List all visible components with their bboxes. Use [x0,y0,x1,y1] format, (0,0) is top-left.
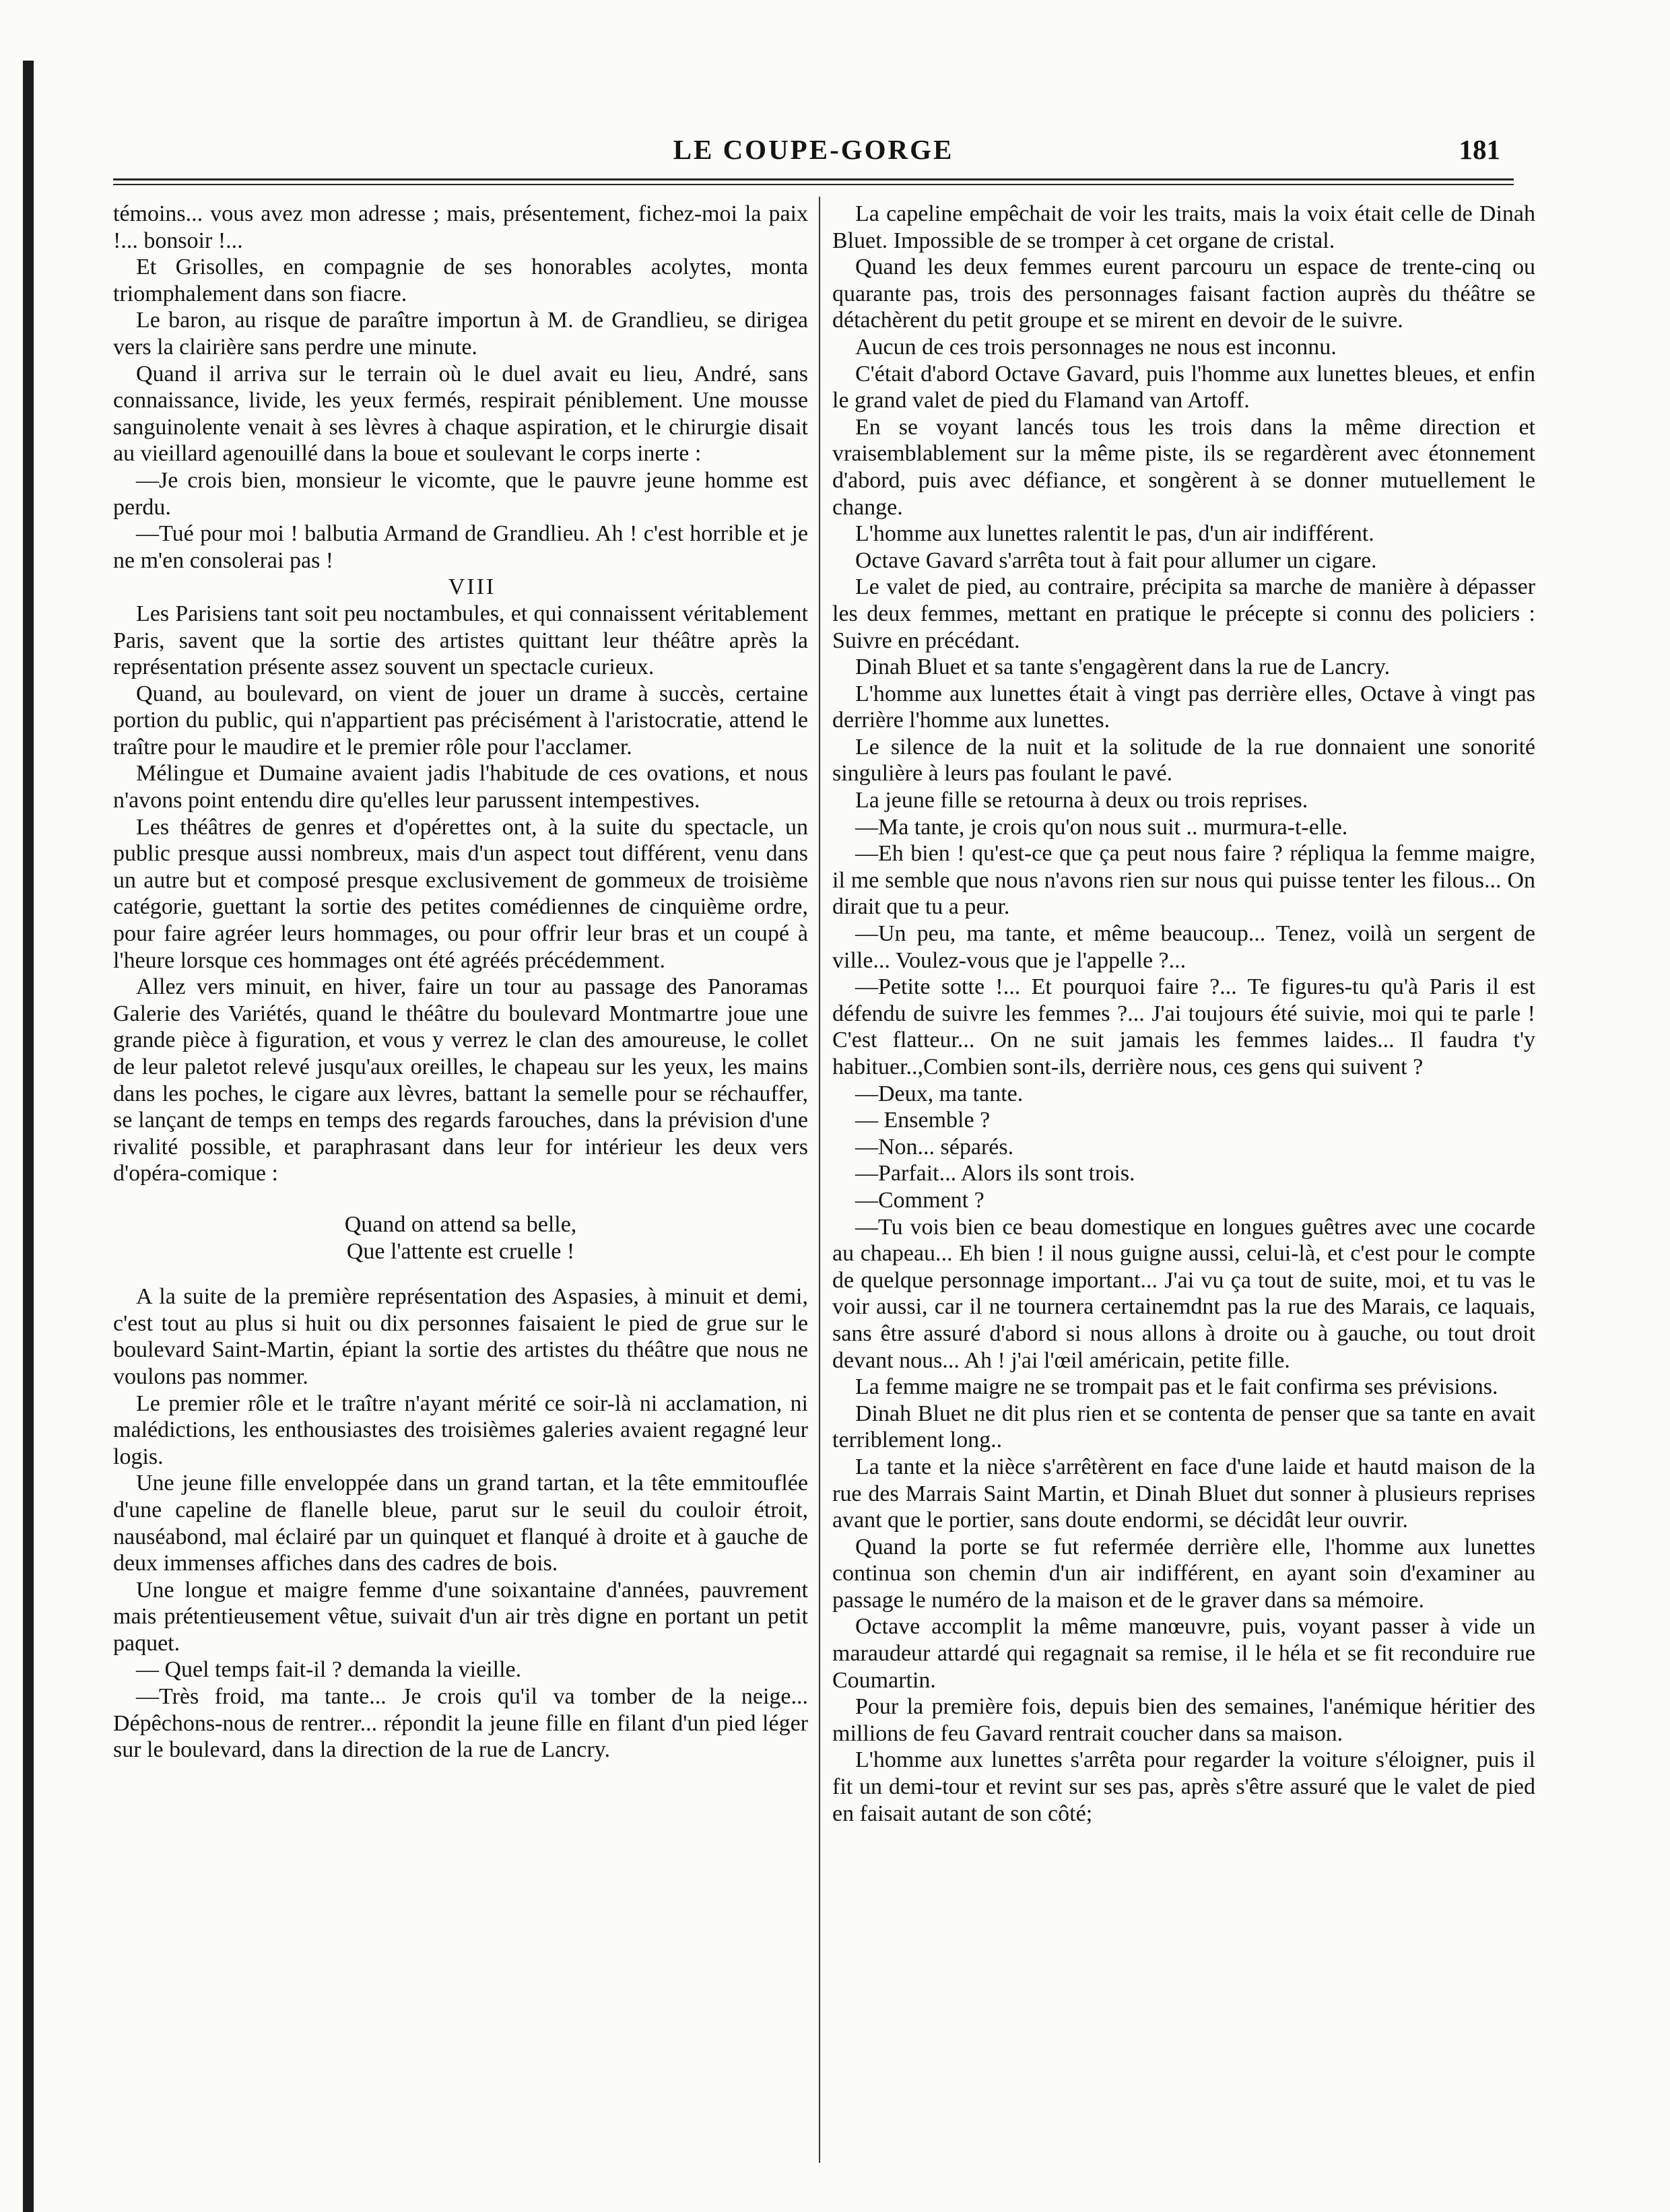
paragraph: A la suite de la première représentation des Aspasies, à minuit et demi, c'est tout au plus si huit ou dix personnes faisaient le pied de grue sur le boulevard Saint-Martin, épiant la sortie des artistes du théâtre que nous ne voulons pas nommer. [113,1284,808,1389]
paragraph: Dinah Bluet et sa tante s'engagèrent dans la rue de Lancry. [855,655,1391,680]
paragraph: —Très froid, ma tante... Je crois qu'il va tomber de la neige... Dépêchons-nous de rentrer... répondit la jeune fille en filant d'un pied léger sur le boulevard, dans la direction de la rue de Lancry. [113,1684,808,1763]
right-column [832,201,1535,1827]
paragraph: —Je crois bien, monsieur le vicomte, que le pauvre jeune homme est perdu. [113,467,808,520]
paragraph: — Quel temps fait-il ? demanda la vieille. [136,1657,522,1683]
paragraph: Allez vers minuit, en hiver, faire un tour au passage des Panoramas Galerie des Variétés, quand le théâtre du boulevard Montmartre joue une grande pièce à figuration, et vous y verrez le clan des amoureuse, le collet de leur paletot relevé jusqu'aux oreilles, le chapeau sur les yeux, les mains dans les poches, le cigare aux lèvres, battant la semelle pour se réchauffer, se lançant de temps en temps des regards farouches, dans la prévision d'une rivalité possible, et paraphrasant dans leur for intérieur les deux vers d'opéra-comique : [113,974,808,1186]
paragraph: Une longue et maigre femme d'une soixantaine d'années, pauvrement mais prétentieusement vêtue, suivait d'un air très digne en portant un petit paquet. [113,1577,808,1656]
paragraph: Le premier rôle et le traître n'ayant mérité ce soir-là ni acclamation, ni malédictions, les enthousiastes des troisièmes galeries avaient regagné leur logis. [113,1390,808,1469]
verse-line: Que l'attente est cruelle ! [346,1238,575,1264]
paragraph: Les Parisiens tant soit peu noctambules, et qui connaissent véritablement Paris, savent que la sortie des artistes quittant leur théâtre après la représentation présente assez souvent un spectacle curieux. [113,601,808,680]
paragraph: —Deux, ma tante. [855,1081,1024,1106]
paragraph: Quand, au boulevard, on vient de jouer un drame à succès, certaine portion du public, qui n'appartient pas précisément à l'aristocratie, attend le traître pour le maudire et le premier rôle pour l'acclamer. [113,681,808,760]
header-rule [113,178,1514,180]
paragraph: Le baron, au risque de paraître importun à M. de Grandlieu, se dirigea vers la clairière sans perdre une minute. [113,308,808,360]
paragraph: En se voyant lancés tous les trois dans la même direction et vraisemblablement sur la même piste, ils se regardèrent avec étonnement d'abord, puis avec défiance, et songèrent à se donner mutuellement le change. [832,414,1535,520]
paragraph: Et Grisolles, en compagnie de ses honorables acolytes, monta triomphalement dans son fiacre. [113,255,808,306]
paragraph: Le valet de pied, au contraire, précipita sa marche de manière à dépasser les deux femmes, mettant en pratique le précepte si connu des policiers : Suivre en précédant. [832,574,1535,653]
paragraph: —Tué pour moi ! balbutia Armand de Grandlieu. Ah ! c'est horrible et je ne m'en consolerai pas ! [113,521,808,573]
paragraph: C'était d'abord Octave Gavard, puis l'homme aux lunettes bleues, et enfin le grand valet de pied du Flamand van Artoff. [832,361,1535,413]
header-rule-double [113,184,1514,185]
running-title: LE COUPE-GORGE [673,134,954,165]
page-header [113,133,1514,176]
paragraph: Le silence de la nuit et la solitude de la rue donnaient une sonorité singulière à leurs pas foulant le pavé. [832,734,1535,786]
paragraph: Quand les deux femmes eurent parcouru un espace de trente-cinq ou quarante pas, trois des personnages faisant faction auprès du théâtre se détachèrent du petit groupe et se mirent en devoir de le suivre. [832,255,1535,333]
paragraph: Octave Gavard s'arrêta tout à fait pour allumer un cigare. [855,547,1377,573]
paragraph: —Un peu, ma tante, et même beaucoup... Tenez, voilà un sergent de ville... Voulez-vous que je l'appelle ?... [832,921,1535,973]
paragraph: — Ensemble ? [855,1108,991,1133]
paragraph: —Parfait... Alors ils sont trois. [855,1161,1135,1186]
paragraph: —Non... séparés. [855,1134,1014,1160]
paragraph: La capeline empêchait de voir les traits, mais la voix était celle de Dinah Bluet. Impossible de se tromper à cet organe de cristal. [832,201,1535,253]
paragraph: Dinah Bluet ne dit plus rien et se contenta de penser que sa tante en avait terriblement long.. [832,1401,1535,1453]
paragraph: Mélingue et Dumaine avaient jadis l'habitude de ces ovations, et nous n'avons point entendu dire qu'elles leur parussent intempestives. [113,761,808,813]
paragraph: La jeune fille se retourna à deux ou trois reprises. [855,788,1308,813]
paragraph: —Petite sotte !... Et pourquoi faire ?... Te figures-tu qu'à Paris il est défendu de suivre les femmes ?... J'ai toujours été suivie, moi qui te parle ! C'est flatteur... On ne suit jamais les femmes laides... Il faudra t'y habituer..,Combien sont-ils, derrière nous, ces gens qui suivent ? [832,974,1535,1079]
paragraph: La femme maigre ne se trompait pas et le fait confirma ses prévisions. [855,1374,1498,1400]
paragraph: Quand la porte se fut refermée derrière elle, l'homme aux lunettes continua son chemin d'un air indifférent, en ayant soin d'examiner au passage le numéro de la maison et de le graver dans sa mémoire. [832,1534,1535,1613]
chapter-heading: VIII [448,574,496,600]
paragraph: Une jeune fille enveloppée dans un grand tartan, et la tête emmitouflée d'une capeline de flanelle bleue, parut sur le seuil du couloir étroit, nauséabond, mal éclairé par un quinquet et flanqué à droite et à gauche de deux immenses affiches dans des cadres de bois. [113,1471,808,1576]
paragraph: Pour la première fois, depuis bien des semaines, l'anémique héritier des millions de feu Gavard rentrait coucher dans sa maison. [832,1694,1535,1746]
paragraph: Aucun de ces trois personnages ne nous est inconnu. [855,334,1337,360]
scan-margin-bar [23,61,34,2212]
page-number: 181 [1459,134,1500,165]
paragraph: Les théâtres de genres et d'opérettes ont, à la suite du spectacle, un public presque aussi nombreux, mais d'un aspect tout différent, venu dans un autre but et composé presque exclusivement de gommeux de troisième catégorie, guettant la sortie des petites comédiennes de cinquième ordre, pour faire agréer leurs hommages, ou pour offrir leur bras et un coupé à l'heure lorsque ces hommages ont été agréés précédemment. [113,814,808,973]
paragraph: —Eh bien ! qu'est-ce que ça peut nous faire ? répliqua la femme maigre, il me semble que nous n'avons rien sur nous qui puisse tenter les filous... On dirait que tu a peur. [832,841,1535,920]
paragraph: —Comment ? [855,1187,984,1213]
paragraph: Quand il arriva sur le terrain où le duel avait eu lieu, André, sans connaissance, livide, les yeux fermés, respirait péniblement. Une mousse sanguinolente venait à ses lèvres à chaque aspiration, et le chirurgie disait au vieillard agenouillé dans la boue et soulevant le corps inerte : [113,361,808,467]
verse-line: Quand on attend sa belle, [344,1211,577,1237]
paragraph: L'homme aux lunettes s'arrêta pour regarder la voiture s'éloigner, puis il fit un demi-tour et revint sur ses pas, après s'être assuré que le valet de pied en faisait autant de son côté; [832,1747,1535,1826]
paragraph: L'homme aux lunettes était à vingt pas derrière elles, Octave à vingt pas derrière l'homme aux lunettes. [832,681,1535,733]
column-divider [819,197,820,2163]
left-column [113,201,808,1764]
paragraph: Octave accomplit la même manœuvre, puis, voyant passer à vide un maraudeur attardé qui regagnait sa remise, il le héla et se fit reconduire rue Coumartin. [832,1614,1535,1693]
paragraph: —Tu vois bien ce beau domestique en longues guêtres avec une cocarde au chapeau... Eh bien ! il nous guigne aussi, celui-là, et c'est pour le compte de quelque personnage important... J'ai vu ça tout de suite, moi, et tu vas le voir aussi, car il ne tournera certainemdnt pas la rue des Marais, ce laquais, sans être assuré d'abord si nous allons à droite ou à gauche, ou tout droit devant nous... Ah ! j'ai l'œil américain, petite fille. [832,1214,1535,1373]
verse-quote [113,1211,808,1265]
paragraph: témoins... vous avez mon adresse ; mais, présentement, fichez-moi la paix !... bonsoir !... [113,201,808,253]
paragraph: L'homme aux lunettes ralentit le pas, d'un air indifférent. [855,521,1374,547]
paragraph: —Ma tante, je crois qu'on nous suit .. murmura-t-elle. [855,814,1348,840]
paragraph: La tante et la nièce s'arrêtèrent en face d'une laide et hautd maison de la rue des Marrais Saint Martin, et Dinah Bluet dut sonner à plusieurs reprises avant que le portier, sans doute endormi, se décidât leur ouvrir. [832,1454,1535,1533]
